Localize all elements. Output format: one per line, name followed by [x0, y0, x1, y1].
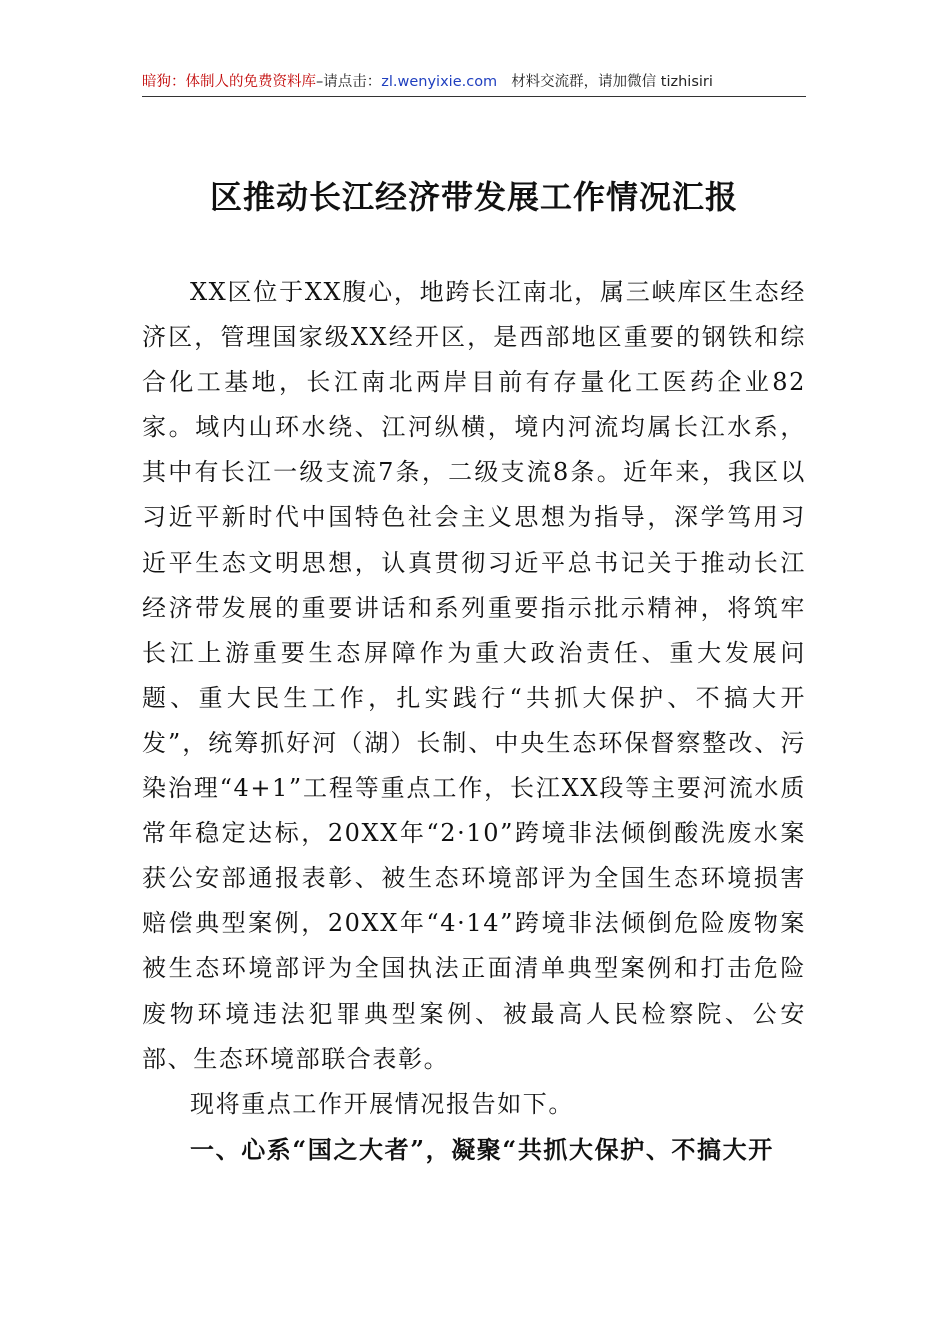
header-link[interactable]: zl.wenyixie.com	[381, 74, 498, 90]
body-paragraph: 现将重点工作开展情况报告如下。	[190, 1089, 574, 1118]
header-wechat-note: 材料交流群，请加微信 tizhisiri	[511, 74, 713, 90]
header-divider	[142, 96, 806, 97]
header-link-prefix: –请点击：	[316, 74, 382, 90]
header-brand: 暗狗：体制人的免费资料库	[142, 74, 316, 90]
document-body	[142, 270, 806, 1172]
section-heading: 一、心系“国之大者”，凝聚“共抓大保护、不搞大开	[190, 1134, 774, 1164]
page-header	[142, 70, 806, 94]
document-title: 区推动长江经济带发展工作情况汇报	[209, 178, 738, 216]
body-paragraph: XX区位于XX腹心，地跨长江南北，属三峡库区生态经济区，管理国家级XX经开区，是西部地区重要的钢铁和综合化工基地，长江南北两岸目前有存量化工医药企业82家。域内山环水绕、江河纵横，境内河流均属长江水系，其中有长江一级支流7条，二级支流8条。近年来，我区以习近平新时代中国特色社会主义思想为指导，深学笃用习近平生态文明思想，认真贯彻习近平总书记关于推动长江经济带发展的重要讲话和系列重要指示批示精神，将筑牢长江上游重要生态屏障作为重大政治责任、重大发展问题、重大民生工作，扎实践行“共抓大保护、不搞大开发”，统筹抓好河（湖）长制、中央生态环保督察整改、污染治理“4+1”工程等重点工作，长江XX段等主要河流水质常年稳定达标，20XX年“2·10”跨境非法倾倒酸洗废水案获公安部通报表彰、被生态环境部评为全国生态环境损害赔偿典型案例，20XX年“4·14”跨境非法倾倒危险废物案被生态环境部评为全国执法正面清单典型案例和打击危险废物环境违法犯罪典型案例、被最高人民检察院、公安部、生态环境部联合表彰。	[142, 278, 806, 1073]
